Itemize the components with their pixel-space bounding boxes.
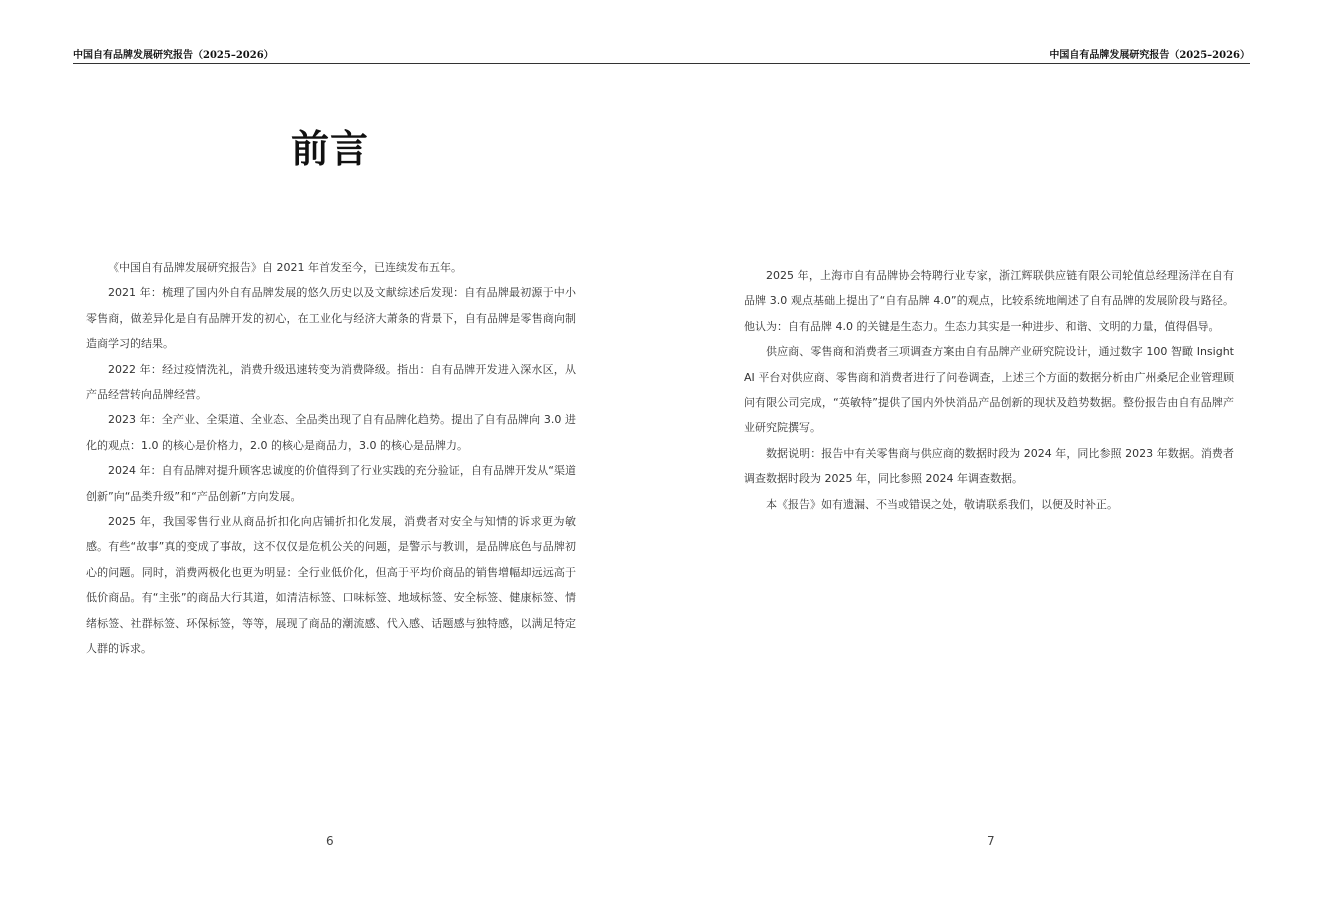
- paragraph: 2023 年：全产业、全渠道、全业态、全品类出现了自有品牌化趋势。提出了自有品牌向 3.0 进化的观点：1.0 的核心是价格力，2.0 的核心是商品力，3.0 的核心是品牌力。: [86, 413, 576, 452]
- paragraph: 《中国自有品牌发展研究报告》自 2021 年首发至今，已连续发布五年。: [108, 261, 462, 274]
- header-divider: [73, 63, 1250, 64]
- header-title-right: 中国自有品牌发展研究报告（2025–2026）: [1049, 50, 1250, 61]
- paragraph: 供应商、零售商和消费者三项调查方案由自有品牌产业研究院设计，通过数字 100 智瞰 Insight AI 平台对供应商、零售商和消费者进行了问卷调查，上述三个方面的数据分析由广州桑尼企业管理顾问有限公司完成，“英敏特”提供了国内外快消品产品创新的现状及趋势数据。整份报告由自有品牌产业研究院撰写。: [744, 345, 1234, 435]
- paragraph: 2022 年：经过疫情洗礼，消费升级迅速转变为消费降级。指出：自有品牌开发进入深水区，从产品经营转向品牌经营。: [86, 362, 576, 402]
- left-page-body: [86, 255, 576, 662]
- paragraph: 数据说明：报告中有关零售商与供应商的数据时段为 2024 年，同比参照 2023 年数据。消费者调查数据时段为 2025 年，同比参照 2024 年调查数据。: [744, 446, 1234, 486]
- paragraph: 本《报告》如有遗漏、不当或错误之处，敬请联系我们，以便及时补正。: [766, 497, 1118, 511]
- paragraph: 2024 年：自有品牌对提升顾客忠诚度的价值得到了行业实践的充分验证，自有品牌开发从“渠道创新”向“品类升级”和“产品创新”方向发展。: [86, 464, 576, 503]
- paragraph: 2021 年：梳理了国内外自有品牌发展的悠久历史以及文献综述后发现：自有品牌最初源于中小零售商，做差异化是自有品牌开发的初心，在工业化与经济大萧条的背景下，自有品牌是零售商向制造商学习的结果。: [86, 286, 576, 351]
- paragraph: 2025 年，我国零售行业从商品折扣化向店铺折扣化发展，消费者对安全与知情的诉求更为敏感。有些“故事”真的变成了事故，这不仅仅是危机公关的问题，是警示与教训，是品牌底色与品牌初心的问题。同时，消费两极化也更为明显：全行业低价化，但高于平均价商品的销售增幅却远远高于低价商品。有“主张”的商品大行其道，如清洁标签、口味标签、地域标签、安全标签、健康标签、情绪标签、社群标签、环保标签，等等，展现了商品的潮流感、代入感、话题感与独特感，以满足特定人群的诉求。: [86, 515, 576, 656]
- paragraph: 2025 年，上海市自有品牌协会特聘行业专家，浙江辉联供应链有限公司轮值总经理汤洋在自有品牌 3.0 观点基础上提出了“自有品牌 4.0”的观点，比较系统地阐述了自有品牌的发展阶段与路径。他认为：自有品牌 4.0 的关键是生态力。生态力其实是一种进步、和谐、文明的力量，值得倡导。: [744, 269, 1234, 333]
- right-page-body: [744, 263, 1234, 517]
- page-title: 前言: [291, 127, 370, 171]
- page-number-right: 7: [987, 834, 995, 848]
- page-number-left: 6: [326, 834, 334, 848]
- header-title-left: 中国自有品牌发展研究报告（2025–2026）: [73, 50, 274, 61]
